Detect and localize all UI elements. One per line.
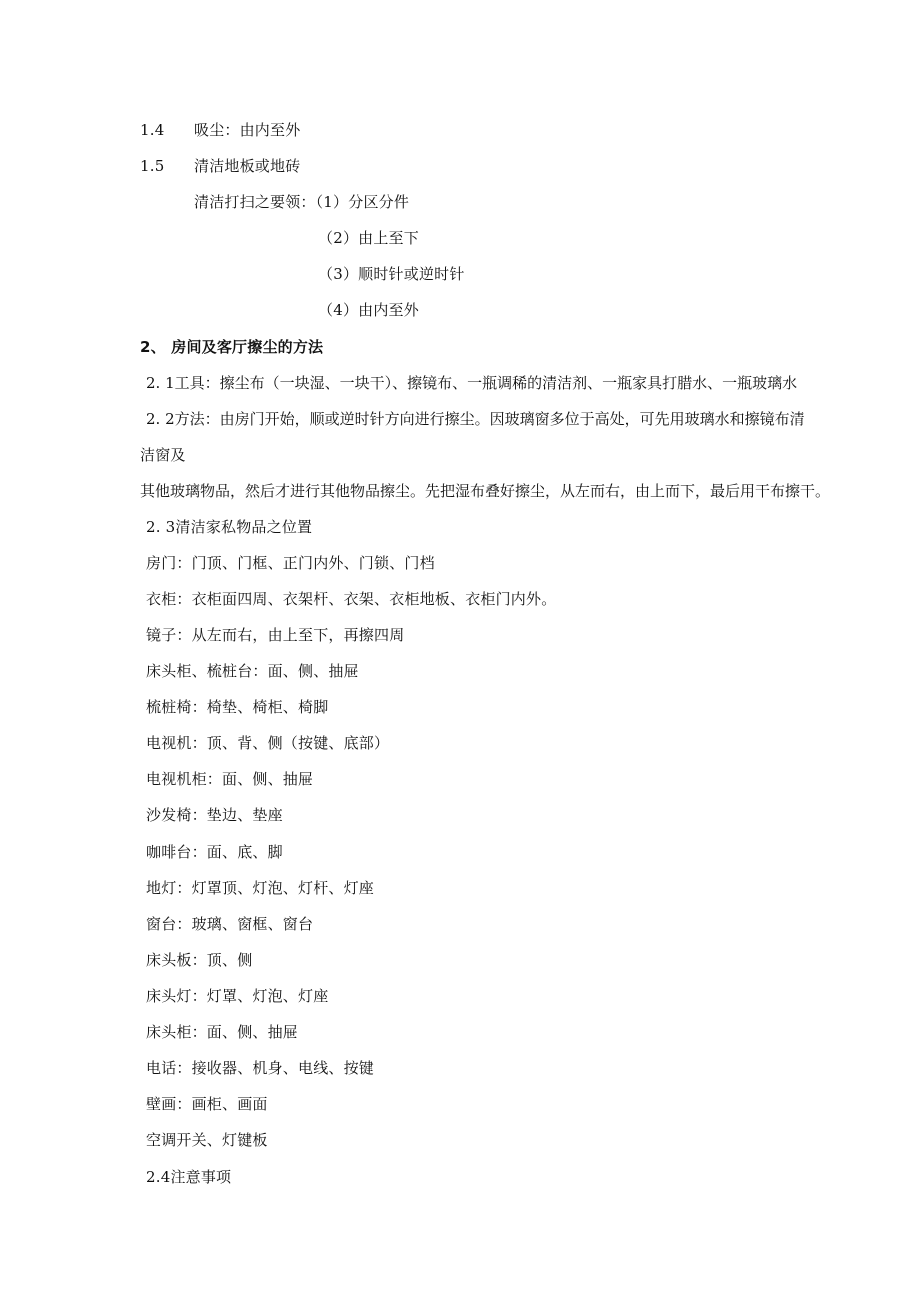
position-item: 沙发椅：垫边、垫座 [146,806,283,824]
keypoint-3: （3）顺时针或逆时针 [318,265,465,283]
item-1-4 [140,120,300,140]
method-line-1: 2. 2方法：由房门开始，顺或逆时针方向进行擦尘。因玻璃窗多位于高处，可先用玻璃水和擦镜布清 [146,410,805,428]
position-item: 空调开关、灯键板 [146,1131,268,1149]
tools-line: 2. 1工具：擦尘布（一块湿、一块干）、擦镜布、一瓶调稀的清洁剂、一瓶家具打腊水、一瓶玻璃水 [146,374,798,392]
position-item: 床头灯：灯罩、灯泡、灯座 [146,987,329,1005]
item-1-5-text: 清洁地板或地砖 [194,157,301,175]
position-item: 房门：门顶、门框、正门内外、门锁、门档 [146,554,435,572]
position-item: 衣柜：衣柜面四周、衣架杆、衣架、衣柜地板、衣柜门内外。 [146,590,557,608]
item-1-4-number: 1.4 [140,121,165,139]
notes-title: 2.4注意事项 [146,1168,232,1186]
item-1-5 [140,156,300,176]
positions-title: 2. 3清洁家私物品之位置 [146,518,313,536]
position-item: 床头板：顶、侧 [146,951,253,969]
position-item: 梳桩椅：椅垫、椅柜、椅脚 [146,698,329,716]
item-1-4-text: 吸尘：由内至外 [194,121,301,139]
position-item: 电视机柜：面、侧、抽屉 [146,770,314,788]
position-item: 地灯：灯罩顶、灯泡、灯杆、灯座 [146,879,375,897]
item-1-5-number: 1.5 [140,157,165,175]
position-item: 咖啡台：面、底、脚 [146,843,283,861]
keypoint-4: （4）由内至外 [318,301,419,319]
position-item: 壁画：画柜、画面 [146,1095,268,1113]
keypoints-intro: 清洁打扫之要领：（1）分区分件 [194,193,410,211]
section-2-heading: 2、 房间及客厅擦尘的方法 [140,338,324,356]
position-item: 镜子：从左而右，由上至下，再擦四周 [146,626,405,644]
position-item: 电视机：顶、背、侧（按键、底部） [146,734,390,752]
method-line-3: 其他玻璃物品，然后才进行其他物品擦尘。先把湿布叠好擦尘，从左而右，由上而下，最后用干布擦干。 [140,482,831,500]
position-item: 电话：接收器、机身、电线、按键 [146,1059,375,1077]
keypoint-2: （2）由上至下 [318,229,419,247]
position-item: 床头柜、梳桩台：面、侧、抽屉 [146,662,359,680]
position-item: 床头柜：面、侧、抽屉 [146,1023,299,1041]
method-line-2: 洁窗及 [140,446,186,464]
position-item: 窗台：玻璃、窗框、窗台 [146,915,314,933]
